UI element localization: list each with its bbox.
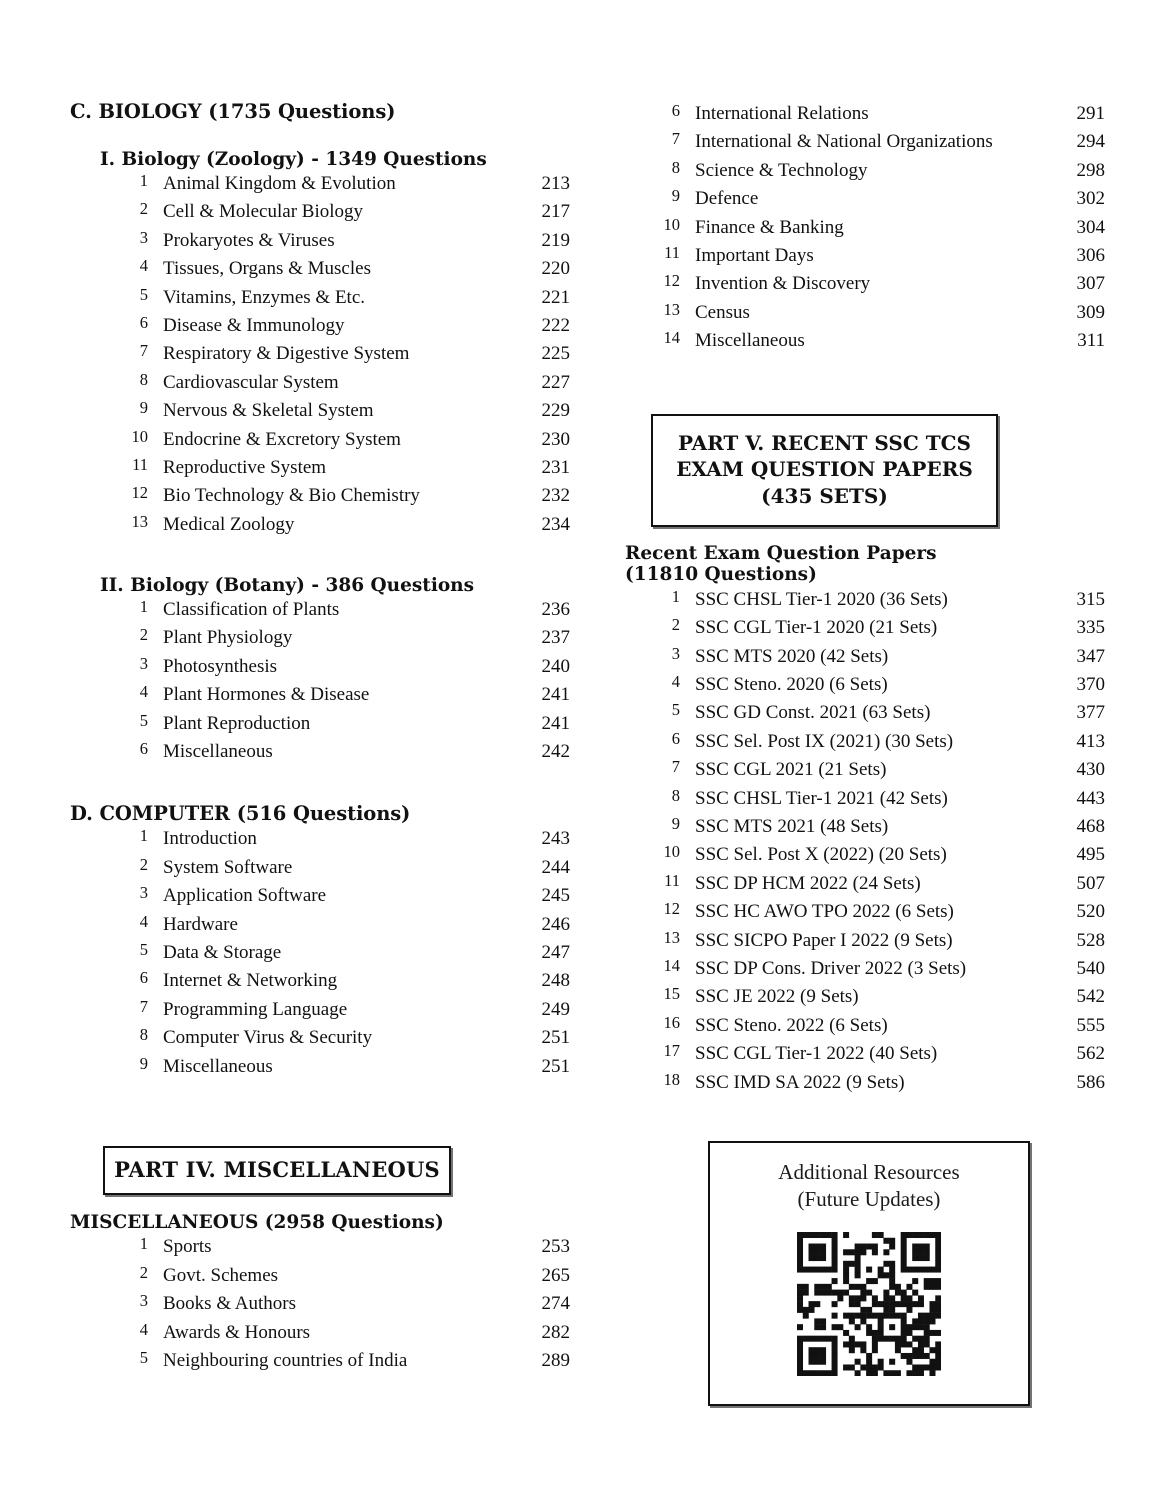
toc-entry-title: SSC MTS 2020 (42 Sets) (695, 645, 889, 667)
toc-entry-number: 13 (663, 927, 680, 947)
miscellaneous-block (70, 1212, 570, 1375)
toc-entry[interactable] (70, 1233, 570, 1261)
toc-entry-number: 5 (671, 700, 680, 720)
toc-entry-title: Sports (163, 1236, 212, 1258)
toc-entry-number: 7 (139, 341, 148, 361)
toc-entry-number: 8 (139, 369, 148, 389)
toc-entry-page: 307 (1076, 273, 1105, 295)
toc-entry-title: Neighbouring countries of India (163, 1350, 408, 1372)
toc-entry-number: 12 (663, 899, 680, 919)
toc-entry-number: 2 (139, 854, 148, 874)
subsection-heading-botany: II. Biology (Botany) - 386 Questions (100, 575, 475, 597)
toc-entry-number: 1 (139, 826, 148, 846)
toc-entry-number: 2 (139, 625, 148, 645)
toc-entry-page: 562 (1076, 1043, 1105, 1065)
toc-entry-page: 251 (541, 1055, 570, 1077)
toc-entry-title: Govt. Schemes (163, 1264, 279, 1286)
toc-entry-number: 14 (663, 955, 680, 975)
toc-entry-number: 3 (139, 883, 148, 903)
part-v-title-line3: (435 SETS) (761, 483, 888, 508)
toc-entry-page: 243 (541, 828, 570, 850)
toc-entry-title: Miscellaneous (695, 330, 805, 352)
toc-entry-title: Introduction (163, 828, 257, 850)
toc-entry-number: 11 (664, 870, 680, 890)
toc-entry-title: Awards & Honours (163, 1321, 311, 1343)
toc-entry-number: 4 (671, 672, 680, 692)
toc-entry-title: Programming Language (163, 998, 348, 1020)
additional-resources-line1: Additional Resources (778, 1160, 960, 1184)
toc-entry-title: Nervous & Skeletal System (163, 400, 374, 422)
toc-entry-page: 227 (541, 371, 570, 393)
section-heading-computer: D. COMPUTER (516 Questions) (70, 802, 411, 826)
toc-entry-number: 16 (663, 1012, 680, 1032)
toc-entry-page: 248 (541, 970, 570, 992)
toc-entry[interactable] (625, 841, 1105, 869)
toc-entry-page: 241 (541, 684, 570, 706)
toc-entry-title: Animal Kingdom & Evolution (163, 173, 396, 194)
toc-entry-title: System Software (163, 856, 293, 878)
toc-entry-page: 306 (1076, 244, 1105, 266)
toc-entry-title: Invention & Discovery (695, 273, 871, 295)
toc-entry-page: 229 (541, 400, 570, 422)
toc-entry-page: 540 (1076, 957, 1105, 979)
toc-entry-title: SSC SICPO Paper I 2022 (9 Sets) (695, 929, 953, 951)
toc-entry-number: 14 (663, 328, 680, 348)
toc-entry-number: 10 (131, 426, 148, 446)
toc-entry-number: 15 (663, 984, 680, 1004)
toc-entry-title: SSC CGL Tier-1 2020 (21 Sets) (695, 617, 938, 639)
toc-entry-page: 241 (541, 712, 570, 734)
toc-entry-page: 247 (541, 941, 570, 963)
toc-entry-page: 294 (1076, 131, 1105, 153)
toc-entry-title: Photosynthesis (163, 655, 278, 677)
toc-entry-number: 1 (671, 586, 680, 606)
toc-entry-page: 217 (541, 201, 570, 223)
toc-entry-page: 298 (1076, 159, 1105, 181)
toc-entry-number: 8 (671, 785, 680, 805)
toc-entry-number: 4 (139, 911, 148, 931)
toc-entry-number: 2 (671, 615, 680, 635)
toc-entry-title: Miscellaneous (163, 741, 273, 763)
part-v-title-line1: PART V. RECENT SSC TCS (678, 431, 971, 455)
toc-entry-title: SSC CHSL Tier-1 2021 (42 Sets) (695, 787, 948, 809)
toc-entry-page: 213 (541, 173, 570, 194)
toc-entry-page: 236 (541, 599, 570, 621)
toc-entry-page: 555 (1076, 1014, 1105, 1036)
toc-entry-number: 1 (139, 1234, 148, 1254)
toc-entry-number: 12 (131, 483, 148, 503)
toc-entry-title: SSC Steno. 2022 (6 Sets) (695, 1014, 888, 1036)
toc-entry-number: 5 (139, 710, 148, 730)
toc-entry-title: Important Days (695, 244, 814, 266)
toc-entry-page: 468 (1076, 816, 1105, 838)
toc-entry-page: 282 (541, 1321, 570, 1343)
toc-entry-page: 309 (1076, 301, 1105, 323)
toc-entry-title: Cardiovascular System (163, 371, 339, 393)
toc-entry-title: Hardware (163, 913, 238, 935)
toc-entry-page: 304 (1076, 216, 1105, 238)
toc-entry-number: 17 (663, 1041, 680, 1061)
toc-entry-page: 495 (1076, 844, 1105, 866)
toc-entry[interactable] (625, 785, 1105, 813)
toc-entry[interactable] (625, 1012, 1105, 1040)
toc-entry-title: Finance & Banking (695, 216, 844, 238)
toc-entry-title: Cell & Molecular Biology (163, 201, 364, 223)
toc-entry-number: 3 (139, 227, 148, 247)
toc-entry-page: 528 (1076, 929, 1105, 951)
toc-entry-page: 274 (541, 1293, 570, 1315)
toc-entry-title: Census (695, 301, 750, 323)
toc-entry[interactable] (625, 813, 1105, 841)
toc-entry-page: 253 (541, 1236, 570, 1258)
toc-entry[interactable] (625, 586, 1105, 614)
toc-entry-page: 221 (541, 286, 570, 308)
toc-entry-title: Science & Technology (695, 159, 868, 181)
toc-entry[interactable] (625, 728, 1105, 756)
toc-entry-title: Classification of Plants (163, 599, 340, 621)
toc-entry-page: 507 (1076, 872, 1105, 894)
toc-entry-page: 413 (1076, 730, 1105, 752)
toc-entry[interactable] (70, 1290, 570, 1318)
toc-entry-page: 370 (1076, 674, 1105, 696)
toc-entry[interactable] (625, 643, 1105, 671)
subsection-heading-zoology: I. Biology (Zoology) - 1349 Questions (100, 149, 487, 170)
toc-entry-number: 10 (663, 842, 680, 862)
toc-entry[interactable] (625, 1069, 1105, 1097)
toc-entry-number: 6 (139, 312, 148, 332)
toc-entry-number: 11 (132, 454, 148, 474)
toc-entry-page: 237 (541, 627, 570, 649)
toc-entry-title: Reproductive System (163, 456, 327, 478)
toc-entry-page: 231 (541, 456, 570, 478)
part-iv-box (103, 1146, 451, 1195)
toc-entry-number: 3 (671, 643, 680, 663)
toc-entry-number: 9 (139, 398, 148, 418)
toc-entry[interactable] (625, 756, 1105, 784)
toc-entry-title: SSC HC AWO TPO 2022 (6 Sets) (695, 901, 954, 923)
toc-entry-page: 251 (541, 1027, 570, 1049)
toc-entry[interactable] (625, 927, 1105, 955)
toc-entry[interactable] (70, 1262, 570, 1290)
toc-entry-title: Bio Technology & Bio Chemistry (163, 485, 420, 507)
toc-entry-title: Defence (695, 188, 759, 210)
toc-entry-number: 2 (139, 1262, 148, 1282)
toc-entry[interactable] (625, 1040, 1105, 1068)
toc-entry-title: SSC Steno. 2020 (6 Sets) (695, 674, 888, 696)
toc-entry[interactable] (70, 1347, 570, 1375)
toc-entry-number: 13 (663, 299, 680, 319)
toc-entry-number: 9 (671, 186, 680, 206)
toc-entry[interactable] (625, 955, 1105, 983)
toc-entry-title: SSC CGL Tier-1 2022 (40 Sets) (695, 1043, 938, 1065)
toc-entry-title: Plant Reproduction (163, 712, 311, 734)
left-column-part-iv (70, 0, 570, 1500)
toc-entry-page: 249 (541, 998, 570, 1020)
toc-entry-title: Books & Authors (163, 1293, 297, 1315)
toc-entry-title: SSC DP HCM 2022 (24 Sets) (695, 872, 921, 894)
toc-entry-number: 5 (139, 284, 148, 304)
toc-entry-title: Data & Storage (163, 941, 282, 963)
toc-entry-title: Internet & Networking (163, 970, 338, 992)
toc-entry[interactable] (625, 870, 1105, 898)
toc-entry-page: 265 (541, 1264, 570, 1286)
toc-entry-number: 3 (139, 653, 148, 673)
toc-entry-title: SSC Sel. Post X (2022) (20 Sets) (695, 844, 947, 866)
toc-entry-title: Disease & Immunology (163, 314, 345, 336)
toc-entry-page: 542 (1076, 986, 1105, 1008)
toc-entry-page: 240 (541, 655, 570, 677)
toc-entry-number: 6 (671, 101, 680, 120)
toc-entry[interactable] (625, 983, 1105, 1011)
toc-entry-title: Respiratory & Digestive System (163, 343, 410, 365)
toc-list-exam-papers (625, 586, 1105, 1097)
qr-code-icon[interactable] (797, 1232, 941, 1376)
toc-list-miscellaneous (70, 1233, 570, 1375)
toc-entry-number: 5 (139, 1348, 148, 1368)
toc-entry-number: 4 (139, 256, 148, 276)
toc-entry-number: 1 (139, 597, 148, 617)
toc-entry-page: 220 (541, 258, 570, 280)
toc-entry[interactable] (625, 898, 1105, 926)
toc-entry-number: 18 (663, 1069, 680, 1089)
toc-entry-page: 234 (541, 513, 570, 535)
toc-entry-number: 4 (139, 682, 148, 702)
recent-papers-heading-line2: (11810 Questions) (625, 564, 817, 586)
toc-entry-number: 3 (139, 1291, 148, 1311)
toc-entry-page: 246 (541, 913, 570, 935)
toc-entry-number: 7 (671, 757, 680, 777)
toc-entry-page: 219 (541, 229, 570, 251)
toc-entry-page: 232 (541, 485, 570, 507)
recent-papers-block (625, 543, 1105, 1097)
additional-resources-line2: (Future Updates) (797, 1187, 941, 1212)
toc-entry-number: 11 (664, 242, 680, 262)
toc-entry-number: 6 (671, 728, 680, 748)
toc-entry-number: 7 (139, 996, 148, 1016)
toc-entry-number: 7 (671, 129, 680, 149)
toc-entry-number: 4 (139, 1319, 148, 1339)
toc-entry-title: Application Software (163, 885, 327, 907)
toc-entry-page: 222 (541, 314, 570, 336)
toc-entry[interactable] (625, 671, 1105, 699)
toc-entry-page: 230 (541, 428, 570, 450)
toc-entry-number: 6 (139, 739, 148, 759)
toc-entry-title: SSC GD Const. 2021 (63 Sets) (695, 702, 931, 724)
toc-entry-page: 289 (541, 1350, 570, 1372)
additional-resources-title (778, 1159, 959, 1214)
part-v-box (651, 414, 998, 527)
toc-entry-page: 302 (1076, 188, 1105, 210)
toc-entry-number: 8 (671, 157, 680, 177)
additional-resources-box (708, 1141, 1030, 1406)
toc-entry-number: 6 (139, 968, 148, 988)
toc-entry-title: Plant Physiology (163, 627, 293, 649)
toc-entry-title: SSC IMD SA 2022 (9 Sets) (695, 1071, 905, 1093)
toc-entry-title: Computer Virus & Security (163, 1027, 373, 1049)
toc-entry-page: 244 (541, 856, 570, 878)
toc-entry-number: 12 (663, 271, 680, 291)
toc-entry-page: 347 (1076, 645, 1105, 667)
toc-entry-number: 9 (671, 814, 680, 834)
toc-entry-page: 225 (541, 343, 570, 365)
toc-entry[interactable] (70, 1319, 570, 1347)
toc-entry-title: SSC MTS 2021 (48 Sets) (695, 816, 889, 838)
toc-entry-title: SSC Sel. Post IX (2021) (30 Sets) (695, 730, 954, 752)
miscellaneous-heading: MISCELLANEOUS (2958 Questions) (70, 1212, 444, 1233)
toc-entry-number: 13 (131, 511, 148, 531)
toc-entry-title: Medical Zoology (163, 513, 295, 535)
toc-entry-page: 242 (541, 741, 570, 763)
toc-entry-page: 311 (1077, 330, 1105, 352)
recent-papers-heading-line1: Recent Exam Question Papers (625, 543, 937, 564)
toc-entry-page: 291 (1076, 103, 1105, 124)
toc-entry-title: SSC JE 2022 (9 Sets) (695, 986, 859, 1008)
toc-entry[interactable] (625, 614, 1105, 642)
toc-entry-page: 443 (1076, 787, 1105, 809)
toc-entry-page: 335 (1076, 617, 1105, 639)
section-heading-biology: C. BIOLOGY (1735 Questions) (70, 100, 396, 123)
toc-entry-title: SSC DP Cons. Driver 2022 (3 Sets) (695, 957, 967, 979)
toc-entry-number: 8 (139, 1025, 148, 1045)
toc-entry-title: SSC CGL 2021 (21 Sets) (695, 759, 887, 781)
toc-entry-number: 5 (139, 939, 148, 959)
toc-entry-page: 315 (1076, 588, 1105, 610)
part-iv-title: PART IV. MISCELLANEOUS (114, 1157, 440, 1182)
toc-entry-title: Tissues, Organs & Muscles (163, 258, 371, 280)
toc-entry-page: 586 (1076, 1071, 1105, 1093)
toc-entry-page: 520 (1076, 901, 1105, 923)
toc-entry-title: Endocrine & Excretory System (163, 428, 401, 450)
toc-entry-title: Miscellaneous (163, 1055, 273, 1077)
toc-entry-number: 10 (663, 214, 680, 234)
toc-entry-page: 377 (1076, 702, 1105, 724)
toc-entry-title: Prokaryotes & Viruses (163, 229, 335, 251)
toc-entry-title: International & National Organizations (695, 131, 993, 153)
toc-entry-number: 2 (139, 199, 148, 219)
toc-entry-title: International Relations (695, 103, 869, 124)
toc-entry-number: 1 (139, 171, 148, 190)
toc-entry-title: Vitamins, Enzymes & Etc. (163, 286, 366, 308)
part-v-title-line2: EXAM QUESTION PAPERS (676, 457, 973, 482)
toc-entry[interactable] (625, 699, 1105, 727)
toc-entry-page: 245 (541, 885, 570, 907)
toc-entry-title: Plant Hormones & Disease (163, 684, 370, 706)
toc-entry-page: 430 (1076, 759, 1105, 781)
right-column-part-v (625, 0, 1105, 1500)
toc-entry-number: 9 (139, 1053, 148, 1073)
toc-entry-title: SSC CHSL Tier-1 2020 (36 Sets) (695, 588, 948, 610)
